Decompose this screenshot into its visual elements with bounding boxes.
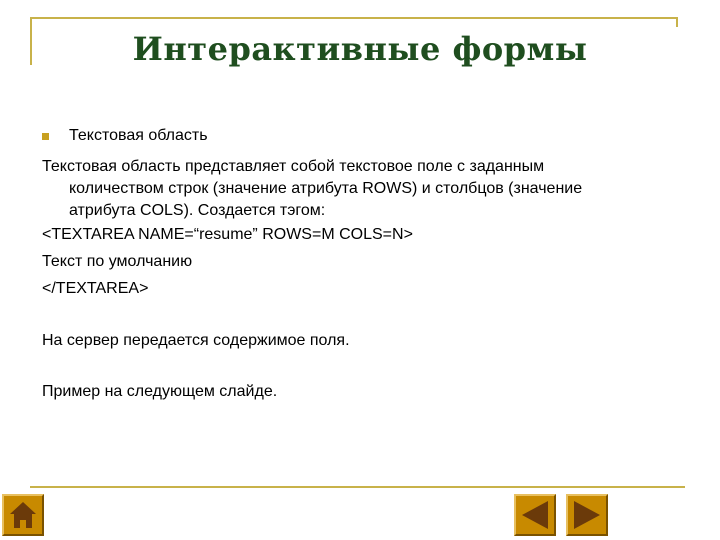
bullet-square-icon (42, 133, 49, 140)
previous-slide-button[interactable] (514, 494, 556, 536)
next-slide-button[interactable] (566, 494, 608, 536)
footer-line (30, 486, 685, 488)
home-icon (4, 496, 42, 534)
frame-right-line (676, 17, 678, 27)
code-line-3: </TEXTAREA> (42, 280, 149, 297)
note-line-2: Пример на следующем слайде. (42, 383, 278, 400)
description-line-2: количеством строк (значение атрибута ROWS) и столбцов (значение (69, 180, 583, 197)
home-button[interactable] (2, 494, 44, 536)
triangle-left-icon (516, 496, 554, 534)
triangle-right-icon (568, 496, 606, 534)
description-line-3: атрибута COLS). Создается тэгом: (69, 202, 326, 219)
frame-top-line (30, 17, 678, 19)
description-line-1: Текстовая область представляет собой текстовое поле с заданным (42, 158, 545, 175)
code-line-1: <TEXTAREA NAME=“resume” ROWS=M COLS=N> (42, 226, 413, 243)
bullet-heading: Текстовая область (69, 127, 208, 144)
code-line-2: Текст по умолчанию (42, 253, 193, 270)
note-line-1: На сервер передается содержимое поля. (42, 332, 350, 349)
slide-title: Интерактивные формы (132, 30, 588, 68)
